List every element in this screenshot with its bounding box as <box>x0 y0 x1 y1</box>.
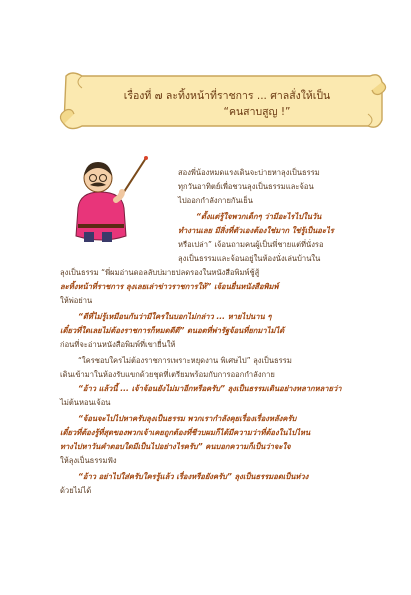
paragraph-6-line-3: ทางไปหาวันคำตอบใดมีเป็นไปอย่างไรครับ” คนบอกความก็เป็นว่าจะใจ <box>60 442 291 451</box>
story-title-line2: “คนสาบสูญ !” <box>223 106 291 118</box>
paragraph-6-line-2: เดี๋ยวที่ต้องรู้ที่สุดของพวกเจ้าเคยถูกต้องที่ชีวบผมก็ได้มีความว่าที่ต้องในไปไหน <box>60 428 311 437</box>
paragraph-1-line-3: ไปออกกำลังกายกันเย็น <box>178 196 253 205</box>
paragraph-5-line-4: ไม่ต้นหอนเจ้อน <box>60 398 111 407</box>
paragraph-2-line-3: หรือเปล่า” เจ้อนถามคนผู้เป็นพี่ชายแต่ที่นั่งรอ <box>178 240 324 249</box>
man-with-mustache-and-pointer-icon <box>60 152 156 244</box>
paragraph-3-line-2: ละทิ้งหน้าที่ราชการ ลุงเลยเล่าข่าวราชการให้” เจ้อนยื่นหนังสือพิมพ์ <box>60 282 279 291</box>
paragraph-2-line-4: ลุงเป็นธรรมและจ้อนอยู่ในห้องนั่งเล่นบ้านใน <box>178 254 321 263</box>
paragraph-1-line-2: ทุกวันอาทิตย์เพื่อชวนลุงเป็นธรรมและจ้อน <box>178 182 314 191</box>
paragraph-4-line-3: ก่อนที่จะอ่านหนังสือพิมพ์ที่เขายื่นให้ <box>60 340 176 349</box>
paragraph-3-line-1: ลุงเป็นธรรม “พี่ผมอ่านดอลลับบ่มายปลดรองในหนังสือพิมพ์ชู้สู้ <box>60 268 260 277</box>
paragraph-6-line-4: ให้ลุงเป็นธรรมฟัง <box>60 456 117 465</box>
paragraph-4-line-2: เดี๋ยวที่ใดเลยไม่ต้องราชการก็หมดดีดี” ดนอตที่พ่ารัฐจ้อนที่ยกมาไม่ได้ <box>60 326 285 335</box>
man-with-pointer-illustration <box>60 152 156 244</box>
title-scroll-banner <box>52 68 392 134</box>
paragraph-6-line-1: “จ้อนจะไปไปหาครับลุงเป็นธรรม พวกเรากำลังคุยเรื่องเรื่องหลังครับ <box>78 414 297 423</box>
paragraph-5-line-1: “ใครชอบใครไม่ต้องราชการเพราะหยุดงาน พิเศษไป” ลุงเป็นธรรม <box>78 356 292 365</box>
paragraph-5-line-2: เดินเข้ามาในห้องรับแขกด้วยชุดที่เตรียมพร้อมกับการออกกำลังกาย <box>60 370 275 379</box>
paragraph-7-line-1: “อ้าว อย่าไปใส่ครับใครรู้แล้ว เรื่องหรือยังครับ” ลุงเป็นธรรมอดเป็นห่วง <box>78 472 309 481</box>
paragraph-2-line-1: “ตั้งแต่รู้ใจพวกเด็กๆ ว่ามีอะไรไปในวัน <box>196 212 322 221</box>
paragraph-7-line-2: ด้วยไม่ได้ <box>60 486 92 495</box>
paragraph-3-line-3: ให้พ่อย่าน <box>60 296 93 305</box>
paragraph-5-line-3: “อ้าว แล้วนี้ ... เจ้าจ้อนยังไม่มาอีกหรือครับ” ลุงเป็นธรรมเดินอย่างหลากหลายว่า <box>78 384 342 393</box>
paragraph-1-line-1: สองพี่น้องหมดแรงเดินจะบ่ายหาลุงเป็นธรรม <box>178 168 320 177</box>
paragraph-4-line-1: “ดีที่ไม่รู้เหมือนกันว่ามีใครในบอกไม่กล่าว ... หายไปนาน ๆ <box>78 312 272 321</box>
story-title <box>92 88 362 120</box>
paragraph-2-line-2: ทำงานเลย มีสิ่งที่ตัวเองต้องใช่มาก ใช่รู้เป็นอะไร <box>178 226 334 235</box>
story-title-line1: เรื่องที่ ๗ ละทิ้งหน้าที่ราชการ ... ศาลสั่งให้เป็น <box>123 90 331 102</box>
